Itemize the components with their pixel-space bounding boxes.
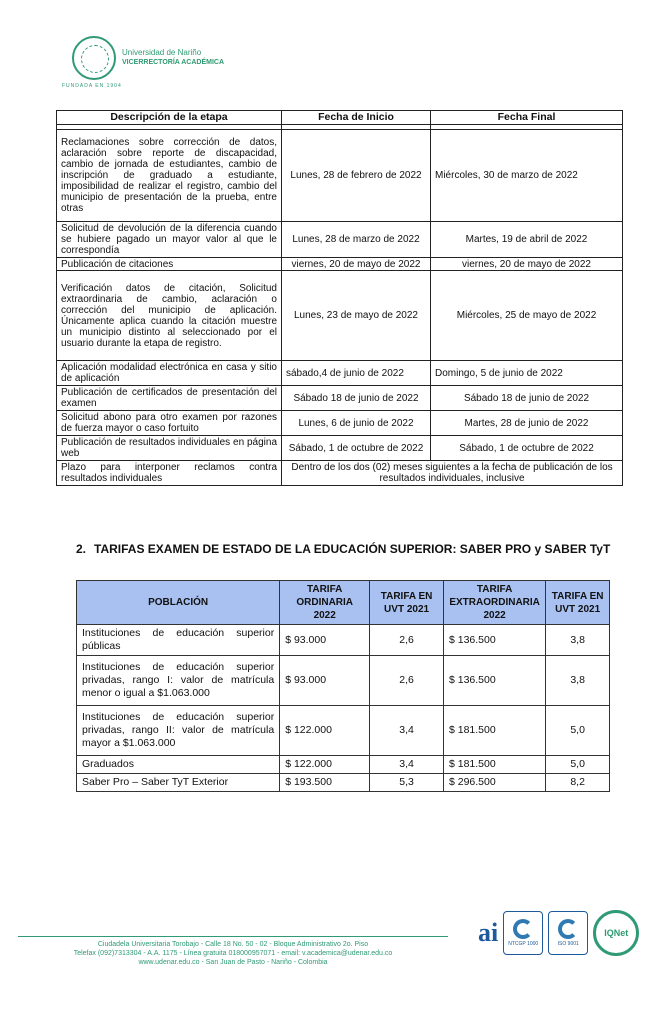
stage-description: Publicación de resultados individuales en página web bbox=[57, 436, 282, 461]
stage-description: Aplicación modalidad electrónica en casa y sitio de aplicación bbox=[57, 361, 282, 386]
table-row bbox=[57, 361, 623, 386]
col-header-start: Fecha de Inicio bbox=[282, 111, 431, 125]
stage-description: Reclamaciones sobre corrección de datos, aclaración sobre reporte de discapacidad, cambio de jornada de estudiantes, cambio de inscripción de graduado a estudiante, imposibilidad de realizar el registro, cambio del municipio de presentación de la prueba, entre otras bbox=[57, 130, 282, 222]
iso-caption: ISO 9001 bbox=[557, 941, 579, 947]
col-header-uvt-extraordinary: TARIFA EN UVT 2021 bbox=[546, 581, 610, 625]
extraordinary-fee-cell: $ 136.500 bbox=[443, 625, 545, 656]
population-cell: Graduados bbox=[77, 756, 280, 774]
uvt-extraordinary-cell: 3,8 bbox=[546, 625, 610, 656]
extraordinary-fee-cell: $ 296.500 bbox=[443, 774, 545, 792]
certification-badges bbox=[478, 910, 639, 956]
population-cell: Saber Pro – Saber TyT Exterior bbox=[77, 774, 280, 792]
table-row bbox=[77, 774, 610, 792]
section-number: 2. bbox=[76, 542, 87, 556]
end-date: Sábado, 1 de octubre de 2022 bbox=[431, 436, 623, 461]
end-date: Martes, 28 de junio de 2022 bbox=[431, 411, 623, 436]
university-seal-icon bbox=[72, 36, 116, 80]
start-date: Lunes, 6 de junio de 2022 bbox=[282, 411, 431, 436]
end-date: Martes, 19 de abril de 2022 bbox=[431, 222, 623, 258]
population-cell: Instituciones de educación superior privadas, rango I: valor de matrícula menor o igual a $1.063.000 bbox=[77, 656, 280, 706]
population-cell: Instituciones de educación superior privadas, rango II: valor de matrícula mayor a $1.063.000 bbox=[77, 706, 280, 756]
uvt-ordinary-cell: 3,4 bbox=[370, 756, 444, 774]
table-row bbox=[57, 411, 623, 436]
end-date: Sábado 18 de junio de 2022 bbox=[431, 386, 623, 411]
footer-line-3: www.udenar.edu.co - San Juan de Pasto - Nariño - Colombia bbox=[138, 959, 328, 966]
col-header-description: Descripción de la etapa bbox=[57, 111, 282, 125]
table-row bbox=[77, 625, 610, 656]
start-date: Sábado, 1 de octubre de 2022 bbox=[282, 436, 431, 461]
footer-address bbox=[18, 940, 448, 967]
end-date: viernes, 20 de mayo de 2022 bbox=[431, 258, 623, 271]
footer-divider bbox=[18, 936, 448, 937]
end-date: Miércoles, 30 de marzo de 2022 bbox=[431, 130, 623, 222]
schedule-table bbox=[56, 110, 623, 486]
col-header-ordinary-fee: TARIFA ORDINARIA 2022 bbox=[280, 581, 370, 625]
uvt-extraordinary-cell: 5,0 bbox=[546, 756, 610, 774]
table-row bbox=[57, 271, 623, 361]
table-row bbox=[57, 258, 623, 271]
uvt-extraordinary-cell: 8,2 bbox=[546, 774, 610, 792]
uvt-ordinary-cell: 5,3 bbox=[370, 774, 444, 792]
iso-badge-icon bbox=[548, 911, 588, 955]
table-row bbox=[57, 386, 623, 411]
ai-logo-icon: ai bbox=[478, 918, 499, 947]
table-row bbox=[57, 130, 623, 222]
stage-description: Verificación datos de citación, Solicitud extraordinaria de cambio, aclaración o corrección del municipio de aplicación. Únicamente aplica cuando la citación muestre un municipio distinto al seleccionado por el usuario durante la etapa de registro. bbox=[57, 271, 282, 361]
uvt-ordinary-cell: 2,6 bbox=[370, 656, 444, 706]
ntcgp-caption: NTCGP 1000 bbox=[508, 941, 539, 947]
office-name: VICERRECTORÍA ACADÉMICA bbox=[122, 59, 225, 66]
university-logo bbox=[72, 36, 224, 80]
col-header-uvt-ordinary: TARIFA EN UVT 2021 bbox=[370, 581, 444, 625]
iqnet-badge-icon: IQNet bbox=[593, 910, 639, 956]
stage-description: Publicación de certificados de presentación del examen bbox=[57, 386, 282, 411]
stage-description: Solicitud de devolución de la diferencia cuando se hubiere pagado un mayor valor al que le correspondía bbox=[57, 222, 282, 258]
uvt-ordinary-cell: 2,6 bbox=[370, 625, 444, 656]
table-row bbox=[57, 222, 623, 258]
section-heading bbox=[76, 543, 621, 556]
ordinary-fee-cell: $ 122.000 bbox=[280, 756, 370, 774]
end-date: Miércoles, 25 de mayo de 2022 bbox=[431, 271, 623, 361]
population-cell: Instituciones de educación superior públicas bbox=[77, 625, 280, 656]
university-name: Universidad de Nariño bbox=[122, 48, 202, 57]
extraordinary-fee-cell: $ 181.500 bbox=[443, 706, 545, 756]
footer-line-2: Telefax (092)7313304 - A.A. 1175 - Línea gratuita 018000957071 - email: v.academica@udenar.edu.co bbox=[73, 950, 393, 957]
founded-caption: FUNDADA EN 1904 bbox=[62, 83, 122, 89]
uvt-ordinary-cell: 3,4 bbox=[370, 706, 444, 756]
uvt-extraordinary-cell: 5,0 bbox=[546, 706, 610, 756]
start-date: viernes, 20 de mayo de 2022 bbox=[282, 258, 431, 271]
extraordinary-fee-cell: $ 136.500 bbox=[443, 656, 545, 706]
uvt-extraordinary-cell: 3,8 bbox=[546, 656, 610, 706]
start-date: Sábado 18 de junio de 2022 bbox=[282, 386, 431, 411]
fees-header-row bbox=[77, 581, 610, 625]
start-date: sábado,4 de junio de 2022 bbox=[282, 361, 431, 386]
footer-line-1: Ciudadela Universitaria Torobajo - Calle 18 No. 50 - 02 - Bloque Administrativo 2o. Piso bbox=[97, 941, 369, 948]
ntcgp-badge-icon bbox=[503, 911, 543, 955]
stage-description: Publicación de citaciones bbox=[57, 258, 282, 271]
start-date: Lunes, 28 de marzo de 2022 bbox=[282, 222, 431, 258]
table-row bbox=[77, 656, 610, 706]
table-row bbox=[57, 461, 623, 486]
start-date: Lunes, 23 de mayo de 2022 bbox=[282, 271, 431, 361]
section-title: TARIFAS EXAMEN DE ESTADO DE LA EDUCACIÓN SUPERIOR: SABER PRO y SABER TyT bbox=[94, 542, 611, 556]
extraordinary-fee-cell: $ 181.500 bbox=[443, 756, 545, 774]
claim-period: Dentro de los dos (02) meses siguientes a la fecha de publicación de los resultados individuales, inclusive bbox=[282, 461, 623, 486]
fees-table bbox=[76, 580, 610, 792]
start-date: Lunes, 28 de febrero de 2022 bbox=[282, 130, 431, 222]
ordinary-fee-cell: $ 122.000 bbox=[280, 706, 370, 756]
ordinary-fee-cell: $ 93.000 bbox=[280, 656, 370, 706]
col-header-extraordinary-fee: TARIFA EXTRAORDINARIA 2022 bbox=[443, 581, 545, 625]
table-row bbox=[57, 436, 623, 461]
ordinary-fee-cell: $ 193.500 bbox=[280, 774, 370, 792]
stage-description: Plazo para interponer reclamos contra resultados individuales bbox=[57, 461, 282, 486]
table-row bbox=[77, 756, 610, 774]
col-header-end: Fecha Final bbox=[431, 111, 623, 125]
ordinary-fee-cell: $ 93.000 bbox=[280, 625, 370, 656]
end-date: Domingo, 5 de junio de 2022 bbox=[431, 361, 623, 386]
col-header-population: POBLACIÓN bbox=[77, 581, 280, 625]
table-row bbox=[77, 706, 610, 756]
schedule-header-row bbox=[57, 111, 623, 125]
stage-description: Solicitud abono para otro examen por razones de fuerza mayor o caso fortuito bbox=[57, 411, 282, 436]
logo-text bbox=[122, 48, 224, 68]
